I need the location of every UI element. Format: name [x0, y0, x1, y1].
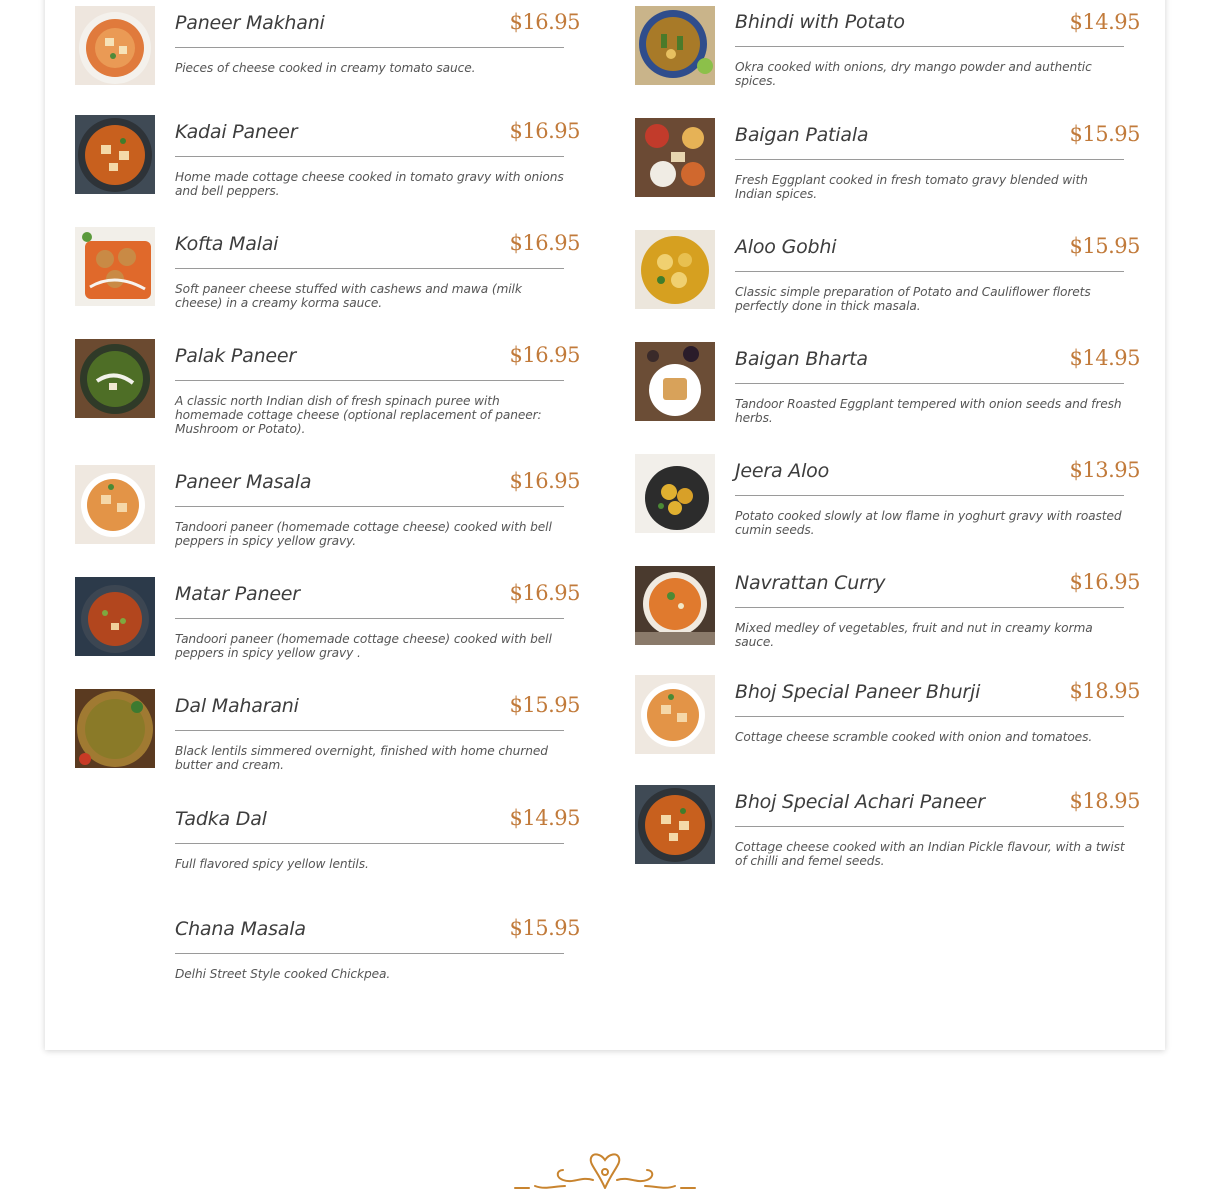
item-price: $15.95: [1069, 122, 1140, 146]
aloo-gobhi-photo: [635, 230, 715, 309]
divider: [735, 826, 1124, 827]
item-price: $15.95: [509, 916, 580, 940]
baigan-bharta-photo: [635, 342, 715, 421]
divider: [735, 159, 1124, 160]
item-price: $16.95: [509, 231, 580, 255]
divider: [175, 843, 564, 844]
item-price: $16.95: [509, 469, 580, 493]
item-description: Pieces of cheese cooked in creamy tomato sauce.: [175, 61, 476, 75]
item-description: Home made cottage cheese cooked in tomato gravy with onions and bell peppers.: [175, 170, 564, 198]
divider: [175, 953, 564, 954]
navrattan-curry-photo: [635, 566, 715, 645]
item-name: Kadai Paneer: [175, 121, 298, 143]
item-name: Baigan Bharta: [735, 348, 868, 370]
kadai-paneer-photo: [75, 115, 155, 194]
item-description: A classic north Indian dish of fresh spinach puree with homemade cottage cheese (optional replacement of paneer: Mushroom or Potato).: [175, 394, 542, 436]
item-price: $15.95: [1069, 234, 1140, 258]
item-name: Paneer Makhani: [175, 12, 325, 34]
divider: [175, 618, 564, 619]
item-description: Full flavored spicy yellow lentils.: [175, 857, 369, 871]
item-description: Tandoor Roasted Eggplant tempered with onion seeds and fresh herbs.: [735, 397, 1122, 425]
item-price: $14.95: [1069, 346, 1140, 370]
dal-maharani-photo: [75, 689, 155, 768]
item-description: Cottage cheese cooked with an Indian Pickle flavour, with a twist of chilli and femel seeds.: [735, 840, 1125, 868]
menu-card: [45, 0, 1165, 1050]
item-price: $16.95: [509, 10, 580, 34]
item-name: Aloo Gobhi: [735, 236, 837, 258]
item-name: Matar Paneer: [175, 583, 300, 605]
paneer-masala-photo: [75, 465, 155, 544]
item-description: Tandoori paneer (homemade cottage cheese) cooked with bell peppers in spicy yellow gravy .: [175, 632, 552, 660]
item-price: $13.95: [1069, 458, 1140, 482]
kofta-malai-photo: [75, 227, 155, 306]
achari-paneer-photo: [635, 785, 715, 864]
paneer-makhani-photo: [75, 6, 155, 85]
item-price: $18.95: [1069, 679, 1140, 703]
item-description: Delhi Street Style cooked Chickpea.: [175, 967, 391, 981]
divider: [175, 380, 564, 381]
divider: [735, 607, 1124, 608]
item-description: Mixed medley of vegetables, fruit and nut in creamy korma sauce.: [735, 621, 1093, 649]
divider: [175, 730, 564, 731]
item-name: Jeera Aloo: [735, 460, 830, 482]
item-price: $15.95: [509, 693, 580, 717]
item-price: $14.95: [509, 806, 580, 830]
item-description: Soft paneer cheese stuffed with cashews and mawa (milk cheese) in a creamy korma sauce.: [175, 282, 522, 310]
divider: [735, 495, 1124, 496]
item-name: Baigan Patiala: [735, 124, 869, 146]
item-price: $16.95: [1069, 570, 1140, 594]
item-name: Tadka Dal: [175, 808, 267, 830]
divider: [735, 383, 1124, 384]
item-description: Black lentils simmered overnight, finished with home churned butter and cream.: [175, 744, 548, 772]
item-name: Bhoj Special Paneer Bhurji: [735, 681, 981, 703]
item-price: $14.95: [1069, 10, 1140, 34]
paneer-bhurji-photo: [635, 675, 715, 754]
divider: [735, 271, 1124, 272]
item-name: Palak Paneer: [175, 345, 296, 367]
item-price: $16.95: [509, 119, 580, 143]
ornament-flourish-icon: [505, 1150, 705, 1190]
item-description: Classic simple preparation of Potato and Cauliflower florets perfectly done in thick masala.: [735, 285, 1091, 313]
item-description: Cottage cheese scramble cooked with onion and tomatoes.: [735, 730, 1093, 744]
item-price: $16.95: [509, 581, 580, 605]
item-name: Chana Masala: [175, 918, 306, 940]
item-name: Bhoj Special Achari Paneer: [735, 791, 985, 813]
matar-paneer-photo: [75, 577, 155, 656]
baigan-patiala-photo: [635, 118, 715, 197]
divider: [735, 716, 1124, 717]
item-name: Bhindi with Potato: [735, 11, 905, 33]
divider: [175, 156, 564, 157]
item-name: Navrattan Curry: [735, 572, 886, 594]
item-description: Tandoori paneer (homemade cottage cheese) cooked with bell peppers in spicy yellow gravy.: [175, 520, 552, 548]
divider: [175, 268, 564, 269]
divider: [175, 47, 564, 48]
item-price: $16.95: [509, 343, 580, 367]
jeera-aloo-photo: [635, 454, 715, 533]
item-name: Paneer Masala: [175, 471, 312, 493]
item-description: Okra cooked with onions, dry mango powder and authentic spices.: [735, 60, 1092, 88]
item-price: $18.95: [1069, 789, 1140, 813]
divider: [735, 46, 1124, 47]
bhindi-potato-photo: [635, 6, 715, 85]
item-name: Dal Maharani: [175, 695, 299, 717]
divider: [175, 506, 564, 507]
item-description: Fresh Eggplant cooked in fresh tomato gravy blended with Indian spices.: [735, 173, 1088, 201]
item-description: Potato cooked slowly at low flame in yoghurt gravy with roasted cumin seeds.: [735, 509, 1122, 537]
palak-paneer-photo: [75, 339, 155, 418]
item-name: Kofta Malai: [175, 233, 279, 255]
